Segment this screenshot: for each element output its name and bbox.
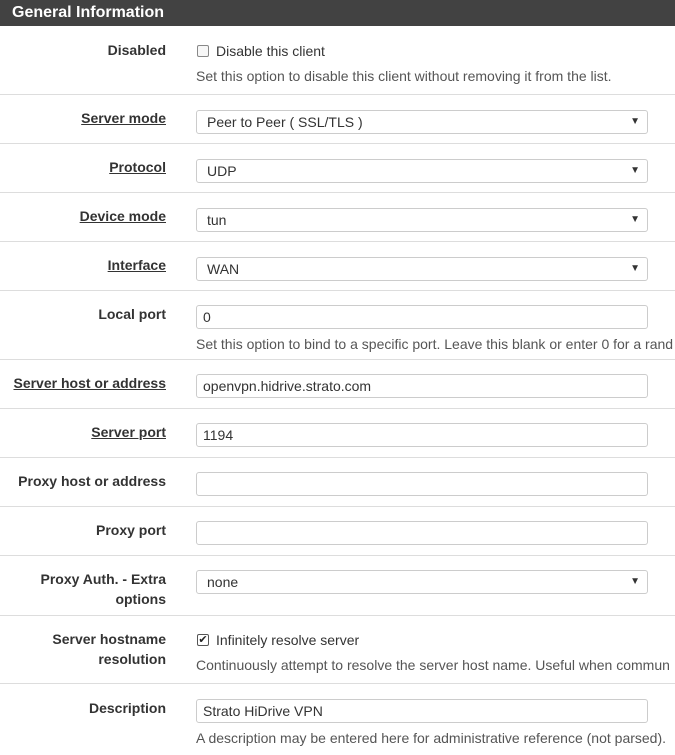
interface-select[interactable]: WAN ▼: [196, 257, 648, 281]
caret-down-icon: ▼: [630, 116, 640, 127]
description-label: Description: [88, 700, 166, 716]
row-description: [0, 684, 675, 755]
panel-title: General Information: [0, 0, 675, 26]
row-local-port: [0, 291, 675, 360]
server-host-input[interactable]: openvpn.hidrive.strato.com: [196, 374, 648, 398]
proxy-host-input[interactable]: [196, 472, 648, 496]
proxy-port-input[interactable]: [196, 521, 648, 545]
row-protocol: [0, 144, 675, 193]
disabled-label: Disabled: [107, 42, 166, 58]
description-input[interactable]: Strato HiDrive VPN: [196, 699, 648, 723]
infinitely-resolve-checkbox-label[interactable]: Infinitely resolve server: [216, 632, 360, 648]
hostname-resolution-label: Server hostname resolution: [52, 631, 166, 667]
server-mode-select[interactable]: Peer to Peer ( SSL/TLS ) ▼: [196, 110, 648, 134]
proxy-auth-label: Proxy Auth. - Extra options: [40, 571, 166, 607]
caret-down-icon: ▼: [630, 165, 640, 176]
server-port-input[interactable]: 1194: [196, 423, 648, 447]
proxy-host-label: Proxy host or address: [18, 473, 166, 489]
row-server-host: [0, 360, 675, 409]
row-proxy-host: [0, 458, 675, 507]
disable-client-checkbox-label[interactable]: Disable this client: [216, 43, 325, 59]
server-mode-label: Server mode: [81, 110, 166, 126]
row-proxy-auth: [0, 556, 675, 616]
protocol-label: Protocol: [109, 159, 166, 175]
proxy-port-label: Proxy port: [95, 522, 166, 538]
interface-label: Interface: [107, 257, 166, 273]
proxy-auth-select[interactable]: none ▼: [196, 570, 648, 594]
disable-client-checkbox[interactable]: [197, 45, 209, 57]
caret-down-icon: ▼: [630, 263, 640, 274]
checkmark-icon: ✔: [198, 634, 208, 646]
row-server-mode: [0, 95, 675, 144]
hostname-resolution-help-text: Continuously attempt to resolve the server host name. Useful when commun: [196, 657, 670, 673]
server-port-label: Server port: [91, 424, 166, 440]
row-server-port: [0, 409, 675, 458]
disabled-help-text: Set this option to disable this client without removing it from the list.: [196, 68, 612, 84]
protocol-select[interactable]: UDP ▼: [196, 159, 648, 183]
row-disabled: [0, 26, 675, 95]
row-proxy-port: [0, 507, 675, 556]
infinitely-resolve-checkbox[interactable]: [197, 634, 209, 646]
row-device-mode: [0, 193, 675, 242]
local-port-label: Local port: [98, 306, 166, 322]
caret-down-icon: ▼: [630, 576, 640, 587]
row-hostname-resolution: [0, 616, 675, 684]
row-interface: [0, 242, 675, 291]
caret-down-icon: ▼: [630, 214, 640, 225]
device-mode-select[interactable]: tun ▼: [196, 208, 648, 232]
local-port-help-text: Set this option to bind to a specific port. Leave this blank or enter 0 for a rand: [196, 336, 674, 352]
description-help-text: A description may be entered here for administrative reference (not parsed).: [196, 730, 667, 746]
server-host-label: Server host or address: [13, 375, 166, 391]
local-port-input[interactable]: 0: [196, 305, 648, 329]
device-mode-label: Device mode: [79, 208, 166, 224]
